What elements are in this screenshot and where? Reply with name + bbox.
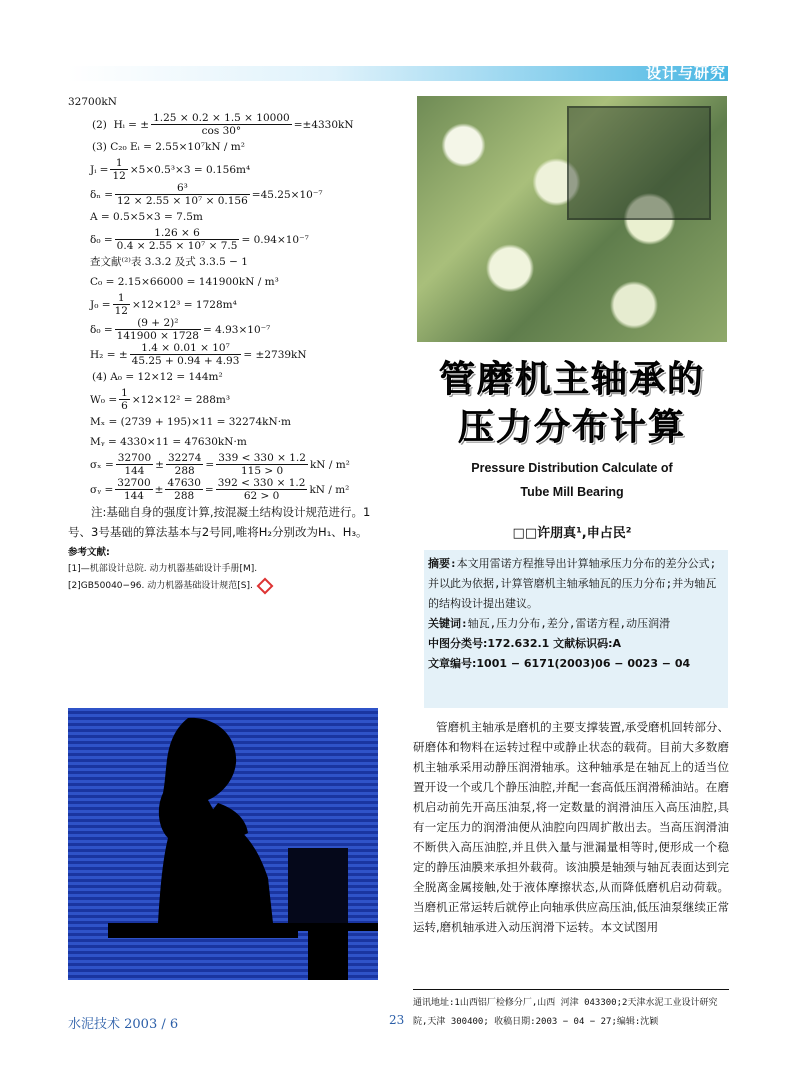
eq-line: σᵧ = $\frac{32700}{144}$ ± $\frac{47630}{288}$ = $\frac{392 < 330 \times 1.2}{62 > 0}$ kN / m² xyxy=(90,477,350,502)
eq-line: Mₓ = (2739 + 195)×11 = 32274kN·m xyxy=(90,416,291,428)
silhouette-icon xyxy=(68,708,378,980)
body-paragraph: 管磨机主轴承是磨机的主要支撑装置,承受磨机回转部分、研磨体和物料在运转过程中或静止状态的载荷。目前大多数磨机主轴承采用动静压润滑轴承。这种轴承是在轴瓦上的适当位置开设一个或几个静压油腔,并配一套高低压润滑稀油站。在磨机启动前先开高压油泵,将一定数量的润滑油压入高压油腔,具有一定压力的润滑油便从油腔向四周扩散出去。当高压润滑油不断供入高压油腔,并且供入量与泄漏量相等时,便形成一个稳定的静压油膜来承担外载荷。该油膜是轴颈与轴瓦表面达到完全脱离金属接触,处于液体摩擦状态,从而降低磨机启动荷载。当磨机正常运转后就停止向轴承供应高压油,低压油泵继续正常运转,磨机轴承进入动压润滑下运转。本文试图用 xyxy=(413,720,729,934)
fraction: $\frac{1.25 \times 0.2 \times 1.5 \times 10000}{\cos 30^\circ}$ xyxy=(153,112,290,137)
eq-line: δ₀ = $\frac{\text{(9 + 2)²}}{141900 \times 1728}$ = 4.93×10⁻⁷ xyxy=(90,317,271,342)
eq-line: C₀ = 2.15×66000 = 141900kN / m³ xyxy=(90,276,279,288)
footnote: 通讯地址:1山西铝厂检修分厂,山西 河津 043300;2天津水泥工业设计研究院,天津 300400; 收稿日期:2003 − 04 − 27;编辑:沈颖 xyxy=(413,998,718,1027)
references-title: 参考文献: xyxy=(68,547,110,558)
page-number: 23 xyxy=(389,1013,405,1027)
authors: □□许朋真¹,申占民² xyxy=(512,526,632,541)
reference-item: [2]GB50040−96. 动力机器基础设计规范[S]. xyxy=(68,578,388,595)
article-id-line: 文章编号:1001 − 6171(2003)06 − 0023 − 04 xyxy=(428,657,691,670)
references xyxy=(68,544,388,595)
article-title-en: Pressure Distribution Calculate of Tube Mill Bearing xyxy=(471,461,673,499)
article-title-cn: 管磨机主轴承的 压力分布计算 xyxy=(438,359,705,448)
eq-line: W₀ = $\frac{1}{6}$ ×12×12² = 288m³ xyxy=(90,387,231,412)
eq-line: (4) A₀ = 12×12 = 144m² xyxy=(92,371,223,383)
eq-line: δₙ = $\frac{\text{6³}}{\text{12 × 2.55 × 10⁷ × 0.156}}$ =45.25×10⁻⁷ xyxy=(90,182,323,207)
eq-line: 查文献⁽²⁾表 3.3.2 及式 3.3.5 − 1 xyxy=(90,256,248,268)
end-mark-icon xyxy=(256,577,273,594)
eq-line: (2) Hᵢ = ± $\frac{1.25 \times 0.2 \times 1.5 \times 10000}{\cos 30^\circ}$ =±4330kN xyxy=(92,112,354,137)
footnote-separator xyxy=(413,989,729,990)
eq-line: (3) C₂₀ Eᵢ = 2.55×10⁷kN / m² xyxy=(92,141,245,153)
eq-line: A = 0.5×5×3 = 7.5m xyxy=(90,211,203,223)
journal-name: 水泥技术 2003 / 6 xyxy=(68,1017,179,1032)
monitor-shape xyxy=(567,106,711,220)
header-bar xyxy=(68,66,728,81)
eq-line: J₀ = $\frac{1}{12}$ ×12×12³ = 1728m⁴ xyxy=(90,292,237,317)
eq-line: 32700kN xyxy=(68,96,117,108)
eq-line: Jᵢ = $\frac{1}{12}$ ×5×0.5³×3 = 0.156m⁴ xyxy=(90,157,251,182)
eq-line: δ₀ = $\frac{1.26 \times 6}{\text{0.4 × 2.55 × 10⁷ × 7.5}}$ = 0.94×10⁻⁷ xyxy=(90,227,309,252)
formula-column xyxy=(68,92,388,595)
silhouette-photo xyxy=(68,708,378,980)
eq-line: Mᵧ = 4330×11 = 47630kN·m xyxy=(90,436,247,448)
eq-line: σₓ = $\frac{32700}{144}$ ± $\frac{32274}{288}$ = $\frac{339 < 330 \times 1.2}{115 > 0}$ kN / m² xyxy=(90,452,350,477)
section-title: 设计与研究 xyxy=(645,64,726,82)
classification-line: 中图分类号:172.632.1 文献标识码:A xyxy=(428,637,622,650)
eq-line: H₂ = ± $\frac{\text{1.4 × 0.01 × 10⁷}}{45.25 + 0.94 + 4.93}$ = ±2739kN xyxy=(90,342,307,367)
note-paragraph: 注:基础自身的强度计算,按混凝土结构设计规范进行。1号、3号基础的算法基本与2号同,唯将H₂分别改为H₁、H₃。 xyxy=(68,505,371,539)
reference-item: [1]—机部设计总院. 动力机器基础设计手册[M]. xyxy=(68,564,258,574)
abstract-box: 摘要:本文用雷诺方程推导出计算轴承压力分布的差分公式;并以此为依据,计算管磨机主轴承轴瓦的压力分布;并为轴瓦的结构设计提出建议。 关键词:轴瓦,压力分布,差分,雷诺方程,动压润滑 中图分类号:172.632.1 文献标识码:A 文章编号:1001 − 6171(2003)06 − 0023 − 04 xyxy=(424,550,728,708)
cover-photo-monitor xyxy=(417,96,727,342)
